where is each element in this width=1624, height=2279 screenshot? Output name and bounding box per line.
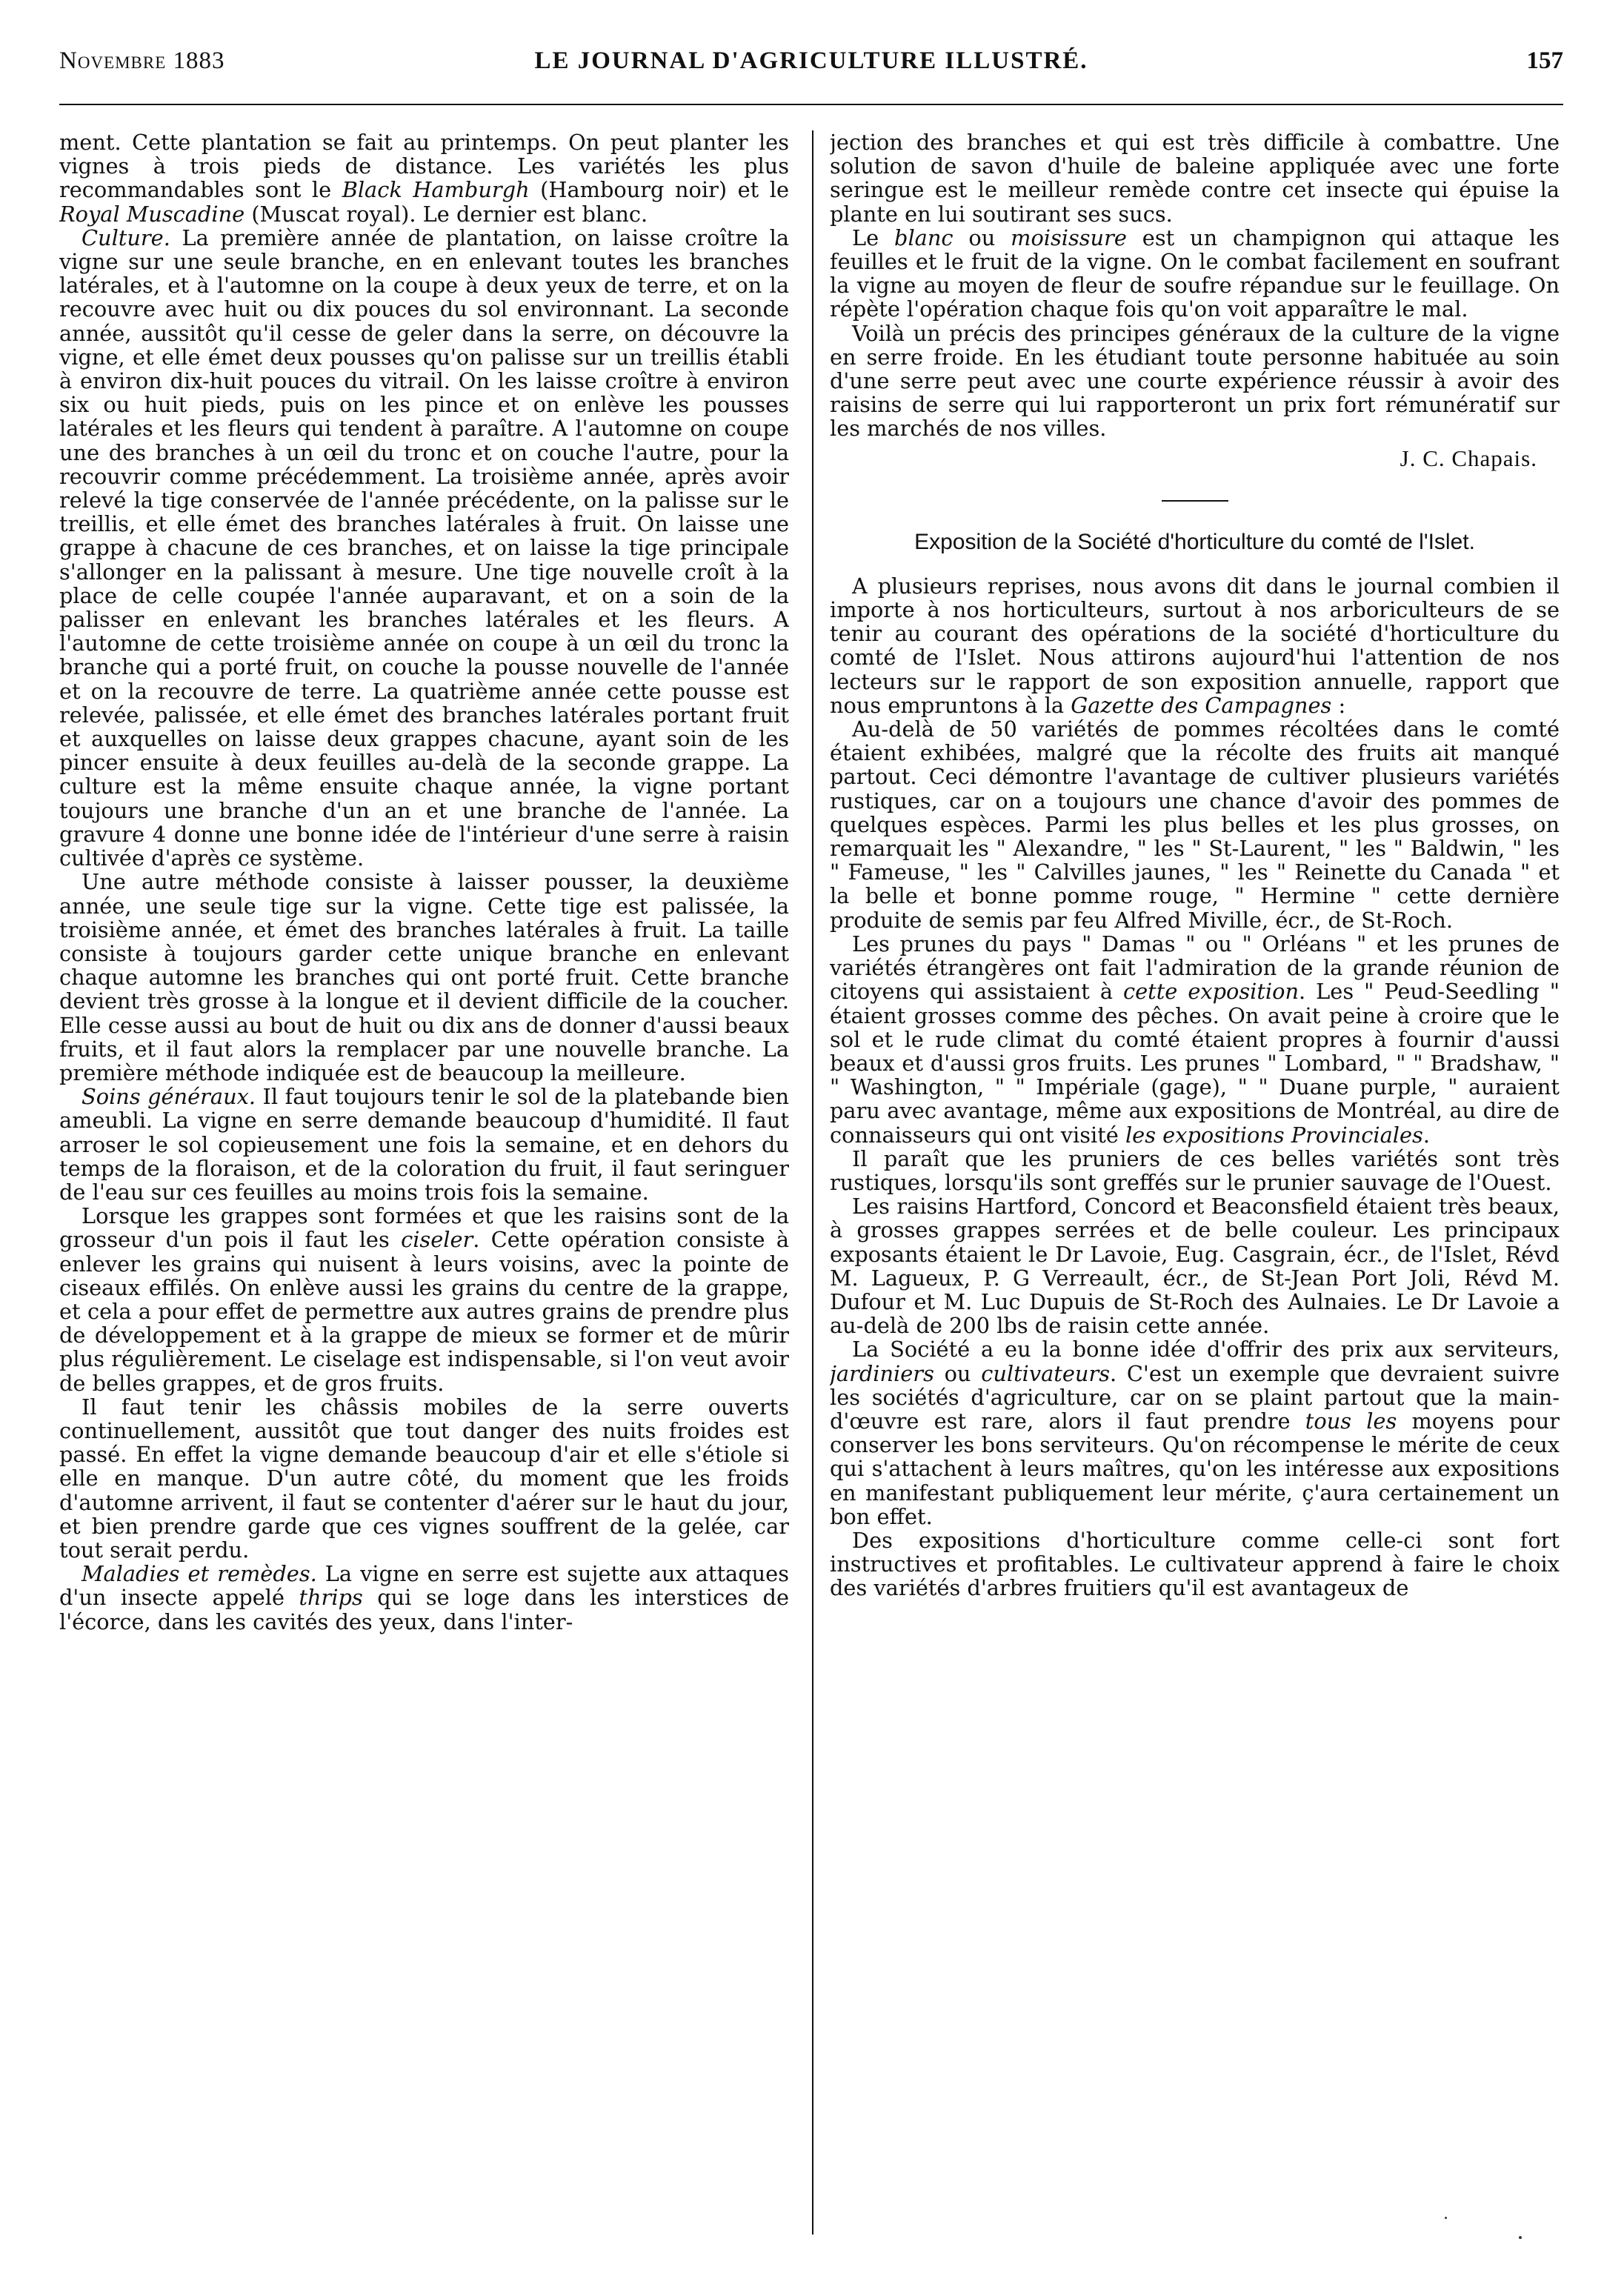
page-number: 157 <box>1526 47 1563 74</box>
paragraph-pruniers: Il paraît que les pruniers de ces belles variétés sont très rustiques, lorsqu'ils sont greffés sur le prunier sauvage de l'Ouest. <box>830 1145 1560 1195</box>
paragraph-prunes: Les prunes du pays " Damas " ou " Orléans " et les prunes de variétés étrangères ont fait l'admiration de la grande réunion de citoyens qui assistaient à cette exposition. Les " Peud-Seedling " étaient grosses comme des pêches. On avait peine à croire que le sol et le rude climat du comté étaient propres à fournir d'aussi beaux et d'aussi gros fruits. Les prunes " Lombard, " " Bradshaw, " " Washington, " " Impériale (gage), " " Duane purple, " auraient paru avec avantage, même aux expositions de Montréal, au dire de connaisseurs qui ont visité les expositions Provinciales. <box>830 931 1560 1148</box>
paragraph-serviteurs: La Société a eu la bonne idée d'offrir des prix aux serviteurs, jardiniers ou cultivateurs. C'est un exemple que devraient suivre les sociétés d'agriculture, car on se plaint partout que la main-d'œuvre est rare, alors il faut prendre tous les moyens pour conserver les bons serviteurs. Qu'on récompense le mérite de ceux qui s'attachent à leurs maîtres, qu'on les intéresse aux expositions en manifestant publiquement leur mérite, ç'aura certainement un bon effet. <box>830 1337 1560 1529</box>
paragraph-plantation: ment. Cette plantation se fait au printemps. On peut planter les vignes à trois pieds de distance. Les variétés les plus recommandables sont le Black Hamburgh (Hambourg noir) et le Royal Muscadine (Muscat royal). Le dernier est blanc. <box>59 130 789 227</box>
header-rule <box>59 104 1563 105</box>
paragraph-maladies: Maladies et remèdes. La vigne en serre est sujette aux attaques d'un insecte appelé thrips qui se loge dans les interstices de l'écorce, dans les cavités des yeux, dans l'inter- <box>59 1561 789 1634</box>
journal-title: LE JOURNAL D'AGRICULTURE ILLUSTRÉ. <box>534 47 1088 74</box>
left-column <box>59 130 789 2249</box>
paragraph-autre-methode: Une autre méthode consiste à laisser pousser, la deuxième année, une seule tige sur la vigne. Cette tige est palissée, la troisième année, et émet des branches latérales à fruit. La taille consiste à toujours garder cette unique branche en enlevant chaque automne les branches qui ont porté fruit. Cette branche devient très grosse à la longue et il devient difficile de la coucher. Elle cesse aussi au bout de huit ou dix ans de donner d'aussi beaux fruits, et il faut alors la remplacer par une nouvelle branche. La première méthode indiquée est de beaucoup la meilleure. <box>59 869 789 1085</box>
right-column <box>830 130 1560 2249</box>
paragraph-blanc: Le blanc ou moisissure est un champignon qui attaque les feuilles et le fruit de la vigne. On le combat facilement en soufrant la vigne au moyen de fleur de soufre répandue sur le feuillage. On répète l'opération chaque fois qu'on voit apparaître le mal. <box>830 224 1560 322</box>
paragraph-conclusion: Des expositions d'horticulture comme celle-ci sont fort instructives et profitables. Le cultivateur apprend à faire le choix des variétés d'arbres fruitiers qu'il est avantageux de <box>830 1527 1560 1601</box>
paragraph-injection: jection des branches et qui est très difficile à combattre. Une solution de savon d'huile de baleine appliquée avec une forte seringue est le meilleur remède contre cet insecte qui épuise la plante en lui soutirant ses sucs. <box>830 130 1560 227</box>
section-separator <box>1162 500 1228 502</box>
print-speck <box>1445 2217 1447 2219</box>
paragraph-ciselage: Lorsque les grappes sont formées et que les raisins sont de la grosseur d'un pois il faut les ciseler. Cette opération consiste à enlever les grains qui nuisent à leurs voisins, avec la pointe de ciseaux effilés. On enlève aussi les grains du centre de la grappe, et cela a pour effet de permettre aux autres grains de prendre plus de développement et à la grappe de mieux se former et de mûrir plus régulièrement. Le ciselage est indispensable, si l'on veut avoir de belles grappes, et de gros fruits. <box>59 1203 789 1396</box>
section-title: Exposition de la Société d'horticulture du comté de l'Islet. <box>914 529 1475 554</box>
issue-date: Novembre 1883 <box>59 47 225 74</box>
paragraph-culture: Culture. La première année de plantation, on laisse croître la vigne sur une seule branche, en en enlevant toutes les branches latérales, et à l'automne on la coupe à deux yeux de terre, et on la recouvre avec huit ou dix pouces du sol environnant. La seconde année, aussitôt qu'il cesse de geler dans la serre, on découvre la vigne, et elle émet deux pousses qu'on palisse sur un treillis établi à environ dix-huit pouces du vitrail. On les laisse croître à environ six ou huit pieds, puis on les pince et on enlève les pousses latérales et les fleurs qui tendent à paraître. A l'automne on coupe une des branches à un œil du tronc et on couche l'autre, pour la recouvrir comme précédemment. La troisième année, après avoir relevé la tige conservée de l'année précédente, on la palisse sur le treillis, et elle émet des branches latérales à fruit. On laisse une grappe à chacune de ces branches, et on laisse la tige principale s'allonger en la palissant à mesure. Une tige nouvelle croît à la place de celle coupée l'année auparavant, et on a soin de la palisser en enlevant les branches latérales et les fleurs. A l'automne de cette troisième année on coupe à un œil du tronc la branche qui a porté fruit, on couche la pousse nouvelle de l'année et on la recouvre de terre. La quatrième année cette pousse est relevée, palissée, et elle émet des branches latérales portant fruit et auxquelles on laisse deux grappes chacune, ayant soin de les pincer ensuite à deux feuilles au-delà de la seconde grappe. La culture est la même ensuite chaque année, la vigne portant toujours une branche d'un an et une branche de l'année. La gravure 4 donne une bonne idée de l'intérieur d'une serre à raisin cultivée d'après ce système. <box>59 224 789 871</box>
paragraph-intro-exposition: A plusieurs reprises, nous avons dit dans le journal combien il importe à nos horticulteurs, surtout à nos arboriculteurs de se tenir au courant des opérations de la société d'horticulture du comté de l'Islet. Nous attirons aujourd'hui l'attention de nos lecteurs sur le rapport de son exposition annuelle, rapport que nous empruntons à la Gazette des Campagnes : <box>830 573 1560 718</box>
paragraph-pommes: Au-delà de 50 variétés de pommes récoltées dans le comté étaient exhibées, malgré que la récolte des fruits ait manqué partout. Ceci démontre l'avantage de cultiver plusieurs variétés rustiques, car on a toujours une chance d'avoir des pommes de quelques espèces. Parmi les plus belles et les plus grosses, on remarquait les " Alexandre, " les " St-Laurent, " les " Baldwin, " les " Fameuse, " les " Calvilles jaunes, " les " Reinette du Canada " et la belle et bonne pomme rouge, " Hermine " cette dernière produite de semis par feu Alfred Miville, écr., de St-Roch. <box>830 716 1560 933</box>
column-divider <box>812 130 813 2235</box>
paragraph-chassis: Il faut tenir les châssis mobiles de la serre ouverts continuellement, aussitôt que tout danger des nuits froides est passé. En effet la vigne demande beaucoup d'air et elle s'étiole si elle en manque. D'un autre côté, du moment que les froids d'automne arrivent, il faut se contenter d'aérer sur le haut du jour, et bien prendre garde que ces vignes souffrent de la gelée, car tout serait perdu. <box>59 1394 789 1563</box>
paragraph-raisins: Les raisins Hartford, Concord et Beaconsfield étaient très beaux, à grosses grappes serrées et de belle couleur. Les principaux exposants étaient le Dr Lavoie, Eug. Casgrain, écr., de l'Islet, Révd M. Lagueux, P. G Verreault, écr., de St-Jean Port Joli, Révd M. Dufour et M. Luc Dupuis de St-Roch des Aulnaies. Le Dr Lavoie a au-delà de 200 lbs de raisin cette année. <box>830 1194 1560 1339</box>
author-signature: J. C. Chapais. <box>1400 445 1537 471</box>
paragraph-precis: Voilà un précis des principes généraux de la culture de la vigne en serre froide. En les étudiant toute personne habituée au soin d'une serre peut avec une courte expérience réussir à avoir des raisins de serre qui lui rapporteront un prix fort rémunératif sur les marchés de nos villes. <box>830 320 1560 442</box>
paragraph-soins-generaux: Soins généraux. Il faut toujours tenir le sol de la platebande bien ameubli. La vigne en serre demande beaucoup d'humidité. Il faut arroser le sol copieusement une fois la semaine, et en dehors du temps de la floraison, et de la coloration du fruit, il faut seringuer de l'eau sur ces feuilles au moins trois fois la semaine. <box>59 1084 789 1205</box>
running-header <box>59 46 1563 76</box>
print-speck <box>1519 2236 1522 2239</box>
